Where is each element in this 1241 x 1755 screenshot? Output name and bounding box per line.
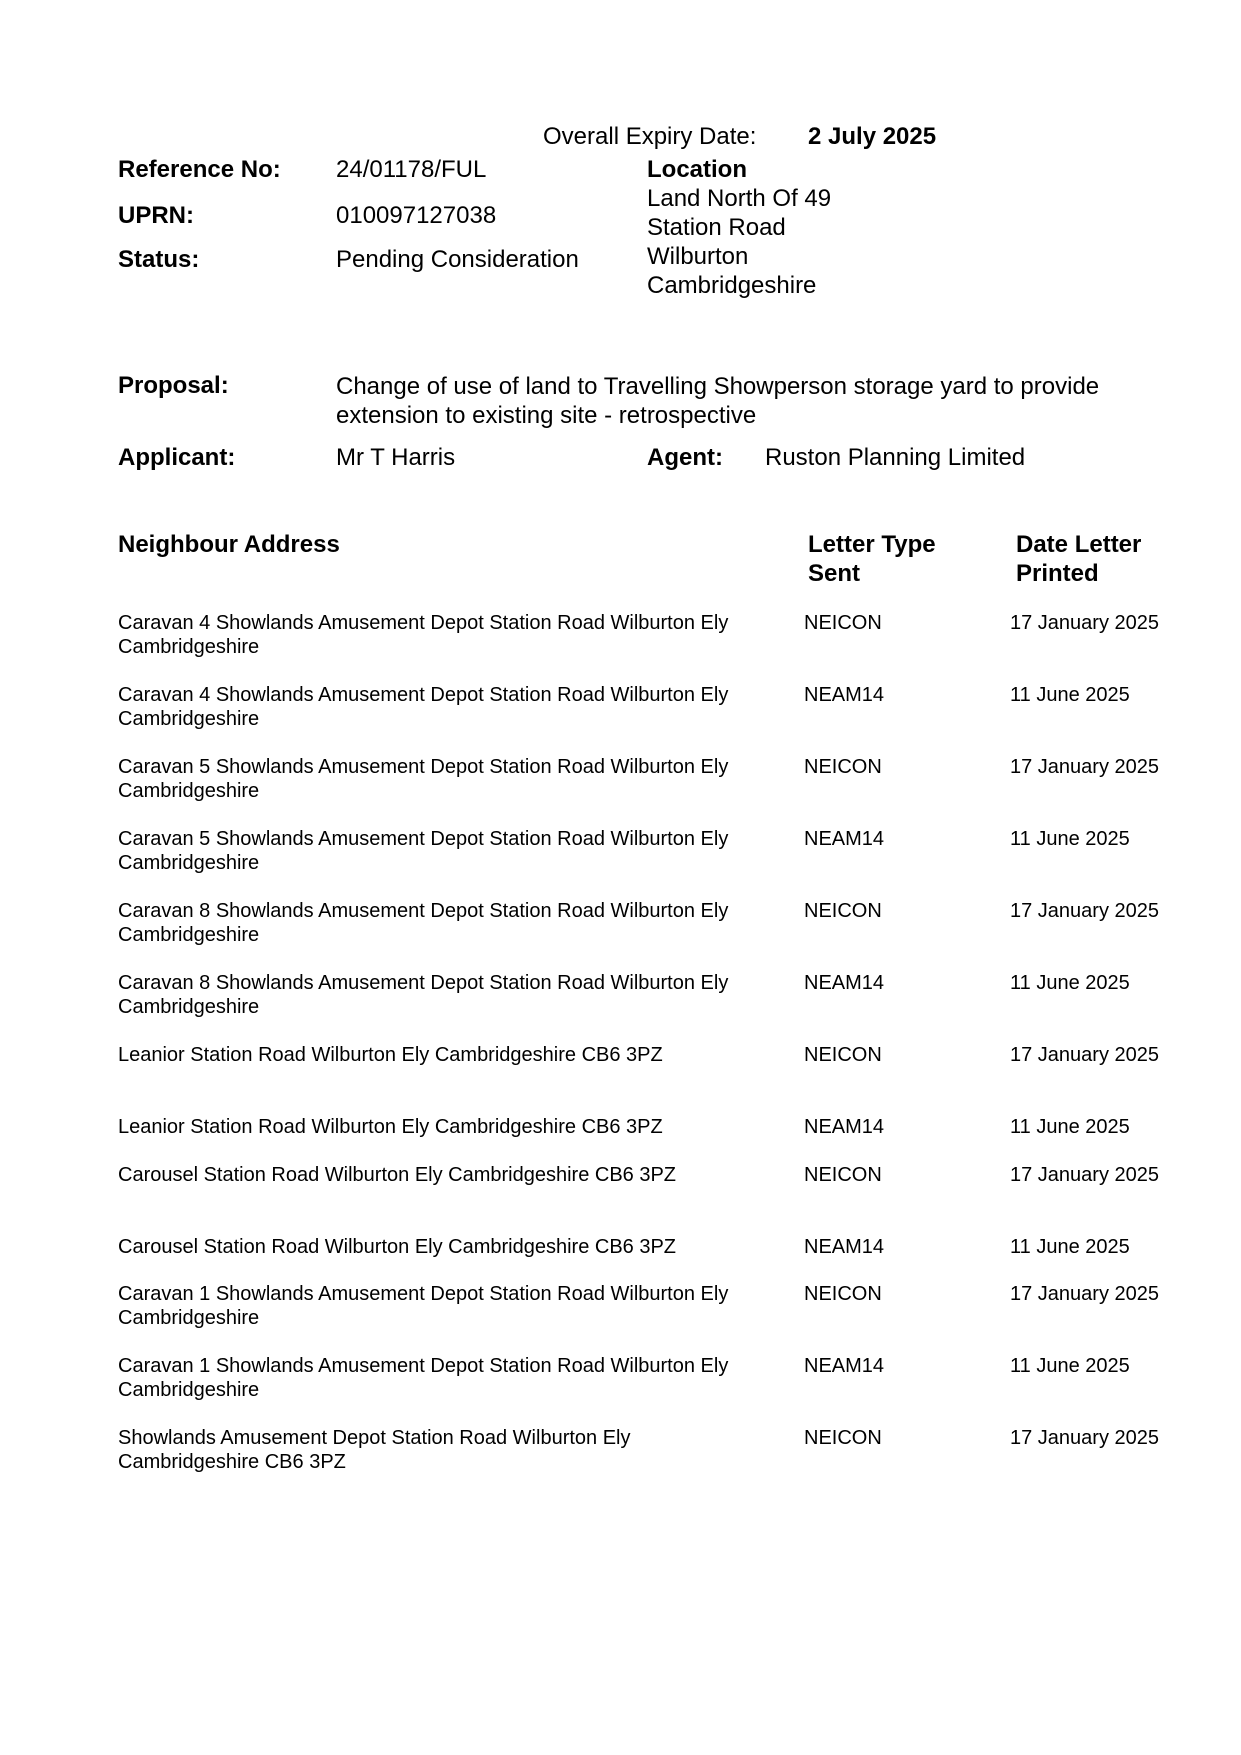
row-address: Caravan 8 Showlands Amusement Depot Station Road Wilburton Ely Cambridgeshire [118,900,729,946]
uprn-label: UPRN: [118,202,194,229]
row-address: Leanior Station Road Wilburton Ely Cambridgeshire CB6 3PZ [118,1116,663,1138]
proposal-label: Proposal: [118,372,229,399]
agent-value: Ruston Planning Limited [765,444,1026,471]
row-address: Caravan 4 Showlands Amusement Depot Station Road Wilburton Ely Cambridgeshire [118,612,729,658]
location-address [647,184,831,300]
row-date-printed: 17 January 2025 [1010,1164,1160,1186]
row-date-printed: 11 June 2025 [1010,828,1130,850]
header-letter-type: Letter Type Sent [808,531,936,587]
header-date-printed: Date Letter Printed [1016,531,1142,587]
expiry-date-value: 2 July 2025 [808,123,937,150]
row-letter-type: NEICON [804,900,882,922]
row-date-printed: 17 January 2025 [1010,1283,1160,1305]
row-address: Caravan 5 Showlands Amusement Depot Station Road Wilburton Ely Cambridgeshire [118,828,729,874]
row-date-printed: 17 January 2025 [1010,756,1160,778]
row-letter-type: NEICON [804,1283,882,1305]
row-date-printed: 17 January 2025 [1010,1044,1160,1066]
row-address: Carousel Station Road Wilburton Ely Cambridgeshire CB6 3PZ [118,1164,677,1186]
row-letter-type: NEICON [804,1164,882,1186]
status-label: Status: [118,246,200,273]
applicant-label: Applicant: [118,444,236,471]
expiry-date-label: Overall Expiry Date: [543,123,757,150]
row-letter-type: NEAM14 [804,828,885,850]
row-date-printed: 11 June 2025 [1010,1116,1130,1138]
row-letter-type: NEICON [804,612,882,634]
row-date-printed: 17 January 2025 [1010,1427,1160,1449]
row-date-printed: 11 June 2025 [1010,972,1130,994]
reference-label: Reference No: [118,156,281,183]
row-address: Caravan 4 Showlands Amusement Depot Station Road Wilburton Ely Cambridgeshire [118,684,729,730]
row-letter-type: NEICON [804,1044,882,1066]
agent-label: Agent: [647,444,723,471]
row-address: Carousel Station Road Wilburton Ely Cambridgeshire CB6 3PZ [118,1236,677,1258]
location-line: Land North Of 49 [647,185,832,212]
row-address: Caravan 1 Showlands Amusement Depot Station Road Wilburton Ely Cambridgeshire [118,1283,729,1329]
row-letter-type: NEAM14 [804,1116,885,1138]
row-address: Caravan 5 Showlands Amusement Depot Station Road Wilburton Ely Cambridgeshire [118,756,729,802]
applicant-value: Mr T Harris [336,444,456,471]
row-date-printed: 11 June 2025 [1010,684,1130,706]
header-neighbour-address: Neighbour Address [118,531,340,558]
location-line: Wilburton [647,243,749,270]
row-letter-type: NEAM14 [804,684,885,706]
row-address: Caravan 1 Showlands Amusement Depot Station Road Wilburton Ely Cambridgeshire [118,1355,729,1401]
status-value: Pending Consideration [336,246,579,273]
row-address: Leanior Station Road Wilburton Ely Cambridgeshire CB6 3PZ [118,1044,663,1066]
row-letter-type: NEICON [804,756,882,778]
uprn-value: 010097127038 [336,202,497,229]
location-line: Station Road [647,214,786,241]
row-letter-type: NEAM14 [804,972,885,994]
row-address: Caravan 8 Showlands Amusement Depot Station Road Wilburton Ely Cambridgeshire [118,972,729,1018]
row-date-printed: 17 January 2025 [1010,612,1160,634]
row-letter-type: NEAM14 [804,1236,885,1258]
row-letter-type: NEICON [804,1427,882,1449]
proposal-text: Change of use of land to Travelling Showperson storage yard to provide extension to existing site - retrospective [336,373,1100,429]
row-date-printed: 11 June 2025 [1010,1236,1130,1258]
row-date-printed: 11 June 2025 [1010,1355,1130,1377]
row-address: Showlands Amusement Depot Station Road Wilburton Ely Cambridgeshire CB6 3PZ [118,1427,631,1473]
row-letter-type: NEAM14 [804,1355,885,1377]
reference-value: 24/01178/FUL [336,156,487,183]
location-label: Location [647,156,747,183]
location-line: Cambridgeshire [647,272,817,299]
row-date-printed: 17 January 2025 [1010,900,1160,922]
